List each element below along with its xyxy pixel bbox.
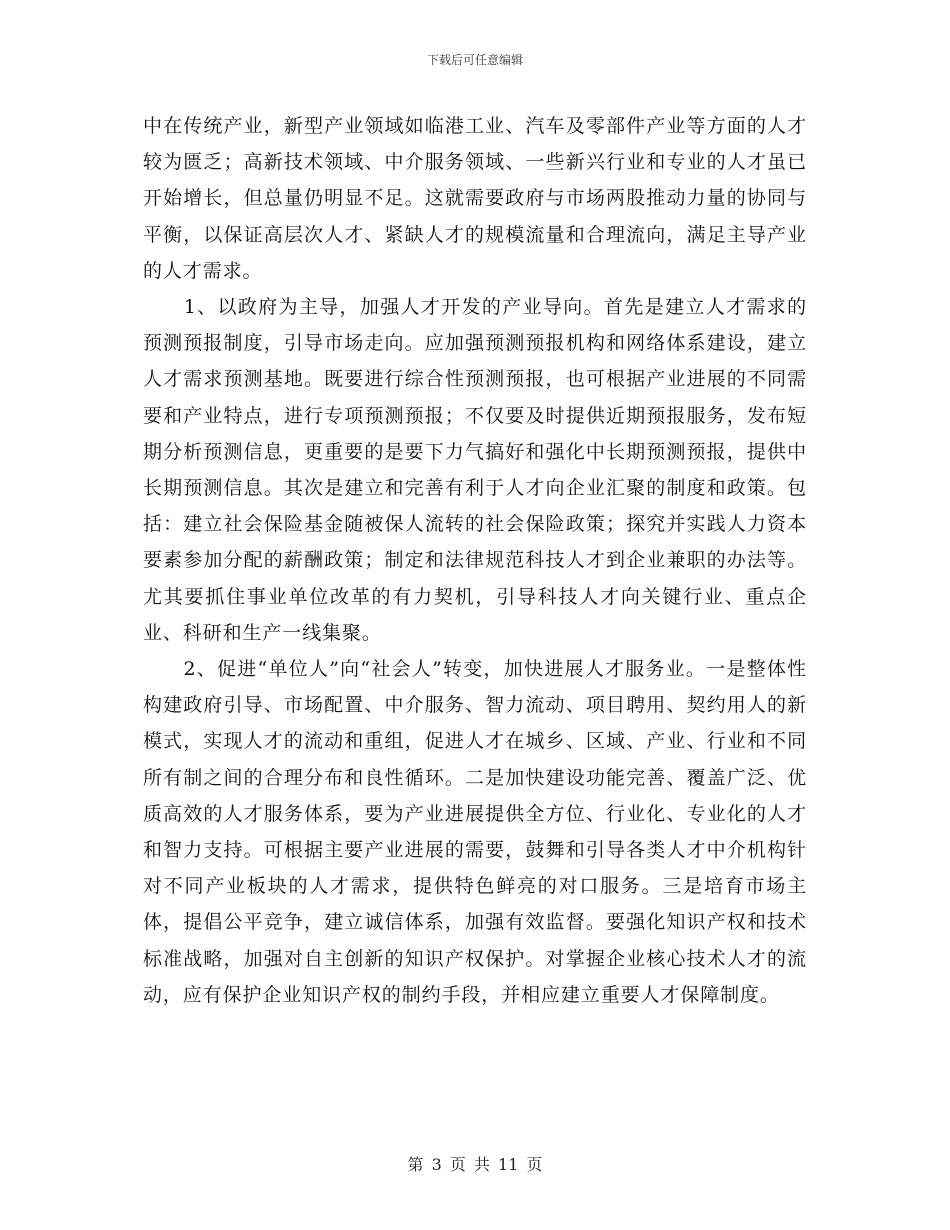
paragraph-government-guidance: 1、以政府为主导，加强人才开发的产业导向。首先是建立人才需求的预测预报制度，引导市场走向。应加强预测预报机构和网络体系建设，建立人才需求预测基地。既要进行综合性预测预报，也可根据产业进展的不同需要和产业特点，进行专项预测预报；不仅要及时提供近期预报服务，发布短期分析预测信息，更重要的是要下力气搞好和强化中长期预测预报，提供中长期预测信息。其次是建立和完善有利于人才向企业汇聚的制度和政策。包括：建立社会保险基金随被保人流转的社会保险政策；探究并实践人力资本要素参加分配的薪酬政策；制定和法律规范科技人才到企业兼职的办法等。尤其要抓住事业单位改革的有力契机，引导科技人才向关键行业、重点企业、科研和生产一线集聚。 <box>143 296 807 644</box>
page-number-footer: 第 3 页 共 11 页 <box>407 1155 543 1174</box>
paragraph-continuation: 中在传统产业，新型产业领域如临港工业、汽车及零部件产业等方面的人才较为匮乏；高新技术领域、中介服务领域、一些新兴行业和专业的人才虽已开始增长，但总量仍明显不足。这就需要政府与市场两股推动力量的协同与平衡，以保证高层次人才、紧缺人才的规模流量和合理流向，满足主导产业的人才需求。 <box>143 115 807 282</box>
paragraph-talent-services: 2、促进“单位人”向“社会人”转变，加快进展人才服务业。一是整体性构建政府引导、市场配置、中介服务、智力流动、项目聘用、契约用人的新模式，实现人才的流动和重组，促进人才在城乡、区域、产业、行业和不同所有制之间的合理分布和良性循环。二是加快建设功能完善、覆盖广泛、优质高效的人才服务体系，要为产业进展提供全方位、行业化、专业化的人才和智力支持。可根据主要产业进展的需要，鼓舞和引导各类人才中介机构针对不同产业板块的人才需求，提供特色鲜亮的对口服务。三是培育市场主体，提倡公平竞争，建立诚信体系，加强有效监督。要强化知识产权和技术标准战略，加强对自主创新的知识产权保护。对掌握企业核心技术人才的流动，应有保护企业知识产权的制约手段，并相应建立重要人才保障制度。 <box>143 658 807 1006</box>
document-body <box>143 108 807 1013</box>
page-header: 下载后可任意编辑 <box>426 53 523 67</box>
